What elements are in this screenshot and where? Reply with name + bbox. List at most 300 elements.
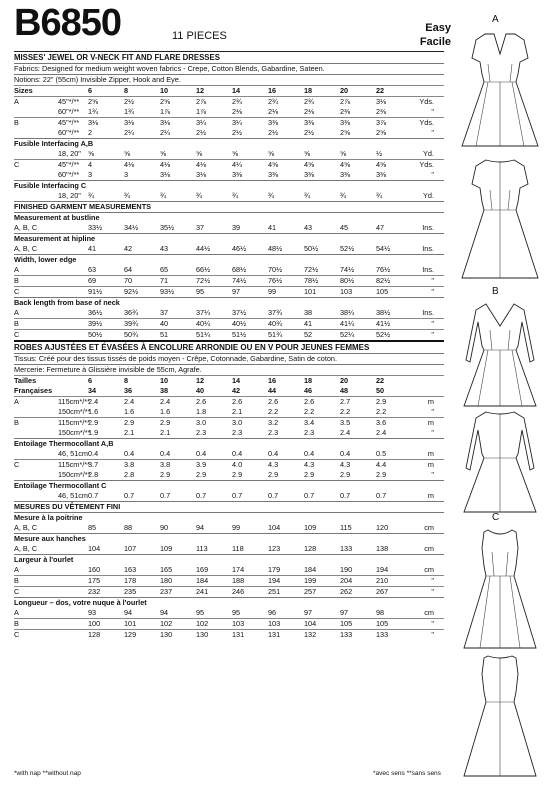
size-value: 184	[196, 576, 209, 585]
size-value: 78½	[304, 276, 319, 285]
row-label: B	[14, 418, 19, 427]
size-value: 107	[124, 544, 137, 553]
size-value: 69	[88, 276, 97, 285]
size-value: 12	[196, 86, 205, 95]
size-value: 2½	[268, 128, 279, 137]
row-label: A	[14, 565, 19, 574]
size-value: 105	[376, 287, 389, 296]
size-value: 45	[340, 223, 349, 232]
size-value: 4.0	[232, 460, 243, 469]
size-value: 41	[88, 244, 97, 253]
size-value: 64	[124, 265, 133, 274]
row-label: A	[14, 97, 19, 106]
size-value: 175	[88, 576, 101, 585]
size-value: ½	[376, 149, 383, 158]
size-value: 133	[340, 544, 353, 553]
size-value: 0.4	[304, 449, 315, 458]
unit: "	[431, 287, 434, 296]
width-row	[14, 286, 444, 297]
size-value: 37	[160, 308, 169, 317]
size-value: 100	[88, 619, 101, 628]
size-value: 2.9	[196, 470, 207, 479]
size-value: 0.7	[268, 491, 279, 500]
row-width: 115cm*/**	[58, 418, 90, 427]
row-label	[14, 191, 58, 201]
unit: "	[431, 576, 434, 585]
size-value: 37¼	[196, 308, 211, 317]
row-width: 60"*/**	[58, 107, 80, 116]
size-value: 2⅛	[304, 107, 315, 116]
size-value: 184	[304, 565, 317, 574]
hem-row	[14, 575, 444, 586]
yardage-row	[14, 407, 444, 417]
size-value: 103	[268, 619, 281, 628]
size-value: 3⅛	[160, 118, 171, 127]
bustline-label: Measurement at bustline	[14, 212, 444, 223]
size-value: 71	[160, 276, 169, 285]
row-label: B	[14, 319, 19, 328]
bust-label: Mesure à la poitrine	[14, 512, 444, 523]
yardage-row	[14, 459, 444, 470]
size-value: 3⅛	[160, 170, 171, 179]
dress-b-front-drawing	[452, 300, 548, 410]
size-value: 97	[232, 287, 241, 296]
size-value: 38	[304, 308, 313, 317]
size-value: 0.4	[88, 449, 99, 458]
size-value: ¾	[88, 191, 95, 200]
size-value: 190	[340, 565, 353, 574]
size-value: 109	[304, 523, 317, 532]
size-value: 3⅜	[304, 170, 315, 179]
size-value: 180	[160, 576, 173, 585]
size-value: 2.2	[268, 407, 279, 416]
back-length-row	[14, 318, 444, 329]
row-label: A, B, C	[14, 523, 38, 532]
footer-note-french: *avec sens **sans sens	[373, 770, 441, 777]
size-value: ¾	[196, 191, 203, 200]
size-value: 3.8	[160, 460, 171, 469]
size-value: 8	[124, 376, 129, 385]
unit: "	[431, 428, 434, 437]
size-value: 0.5	[376, 449, 387, 458]
size-value: 0.4	[124, 449, 135, 458]
size-value: 2.9	[232, 470, 243, 479]
size-value: 99	[268, 287, 277, 296]
size-value: ⅝	[268, 149, 275, 158]
size-value: 118	[232, 544, 244, 553]
size-value: 91½	[88, 287, 103, 296]
yardage-row	[14, 428, 444, 438]
size-value: 50½	[88, 330, 103, 339]
size-value: 103	[232, 619, 245, 628]
row-label: B	[14, 276, 19, 285]
hips-label: Mesure aux hanches	[14, 533, 444, 544]
size-value: 39¾	[124, 319, 139, 328]
size-value: 85	[88, 523, 97, 532]
yardage-row	[14, 107, 444, 117]
size-value: ⅝	[340, 149, 347, 158]
size-value: 178	[124, 576, 137, 585]
size-value: 165	[160, 565, 173, 574]
row-width: 18, 20"	[58, 149, 81, 158]
french-title: ROBES AJUSTÉES ET ÉVASÉES À ENCOLURE ARRONDIE OU EN V POUR JEUNES FEMMES	[14, 340, 444, 353]
row-width	[58, 619, 88, 629]
row-width: 115cm*/**	[58, 397, 90, 406]
size-value: 40½	[232, 319, 247, 328]
length-label: Longueur – dos, votre nuque à l'ourlet	[14, 597, 444, 608]
size-value: 20	[340, 376, 349, 385]
unit: Yd.	[423, 149, 434, 158]
unit: "	[431, 470, 434, 479]
size-value: ¾	[376, 191, 383, 200]
size-value: 4.3	[268, 460, 279, 469]
unit: "	[431, 330, 434, 339]
size-value: 2⅝	[160, 97, 171, 106]
size-value: 3.0	[196, 418, 207, 427]
size-value: ¾	[340, 191, 347, 200]
unit: "	[431, 107, 434, 116]
unit: Yd.	[423, 191, 434, 200]
row-label: C	[14, 287, 20, 296]
size-value: 204	[340, 576, 353, 585]
size-value: 40¼	[196, 319, 211, 328]
size-value: 42	[124, 244, 133, 253]
width-label: Width, lower edge	[14, 254, 444, 265]
row-label: B	[14, 118, 19, 127]
size-value: 0.4	[268, 449, 279, 458]
row-width: 45"*/**	[58, 160, 80, 169]
size-value: 6	[88, 376, 93, 385]
size-value: 54½	[376, 244, 391, 253]
size-value: 46	[304, 386, 313, 395]
size-value: ⅝	[196, 149, 203, 158]
size-value: 52¼	[340, 330, 355, 339]
size-value: 47	[376, 223, 385, 232]
size-value: 4.3	[304, 460, 315, 469]
size-value: 120	[376, 523, 389, 532]
size-value: ¾	[124, 191, 131, 200]
unit: Ins.	[422, 265, 434, 274]
size-value: 105	[340, 619, 353, 628]
unit: "	[431, 128, 434, 137]
size-value: 0.4	[160, 449, 171, 458]
unit: cm	[424, 523, 434, 532]
french-finished-title: MESURES DU VÊTEMENT FINI	[14, 501, 444, 512]
size-value: 2.3	[232, 428, 243, 437]
size-value: 95	[196, 287, 205, 296]
figure-label-c: C	[492, 512, 500, 523]
size-value: 18	[304, 86, 313, 95]
english-title: MISSES' JEWEL OR V-NECK FIT AND FLARE DRESSES	[14, 51, 444, 63]
size-value: 113	[196, 544, 208, 553]
size-value: 2.9	[160, 470, 171, 479]
size-value: 2½	[196, 128, 207, 137]
size-value: 179	[268, 565, 281, 574]
size-value: 92½	[124, 287, 139, 296]
row-label: C	[14, 330, 20, 339]
yardage-row	[14, 128, 444, 138]
row-width	[58, 544, 88, 554]
row-label	[14, 428, 58, 438]
size-value: 2⅝	[340, 128, 351, 137]
size-value: 51¾	[268, 330, 283, 339]
size-value: 74½	[340, 265, 355, 274]
row-label: A, B, C	[14, 544, 38, 553]
yardage-row	[14, 417, 444, 428]
size-value: 97	[340, 608, 349, 617]
size-value: 48	[340, 386, 349, 395]
size-value: 3¼	[196, 118, 207, 127]
size-value: 2⅝	[88, 97, 99, 106]
size-value: 88	[124, 523, 133, 532]
interfacing-c-label: Fusible Interfacing C	[14, 180, 444, 191]
row-label: A, B, C	[14, 244, 38, 253]
size-value: 39	[232, 223, 241, 232]
unit: Ins.	[422, 223, 434, 232]
size-value: 0.4	[340, 449, 351, 458]
size-value: 76½	[268, 276, 283, 285]
size-value: 2.9	[376, 397, 387, 406]
back-length-label: Back length from base of neck	[14, 297, 444, 308]
yardage-row	[14, 117, 444, 128]
size-value: 51¼	[196, 330, 211, 339]
size-value: 3.9	[196, 460, 207, 469]
unit: Yds.	[419, 118, 434, 127]
size-value: 2½	[304, 128, 315, 137]
size-value: 257	[304, 587, 317, 596]
size-value: 130	[160, 630, 173, 639]
back-length-row	[14, 308, 444, 318]
size-value: 96	[268, 608, 277, 617]
size-value: 1.6	[160, 407, 171, 416]
size-value: 40	[196, 386, 205, 395]
size-value: 0.7	[376, 491, 387, 500]
row-label: C	[14, 587, 20, 596]
size-value: 1⅞	[160, 107, 171, 116]
size-value: 46½	[232, 244, 247, 253]
size-value: 63	[88, 265, 97, 274]
size-value: 2⅞	[340, 97, 351, 106]
size-value: 0.7	[88, 491, 99, 500]
size-value: 22	[376, 376, 385, 385]
size-value: 38	[160, 386, 169, 395]
size-value: 37½	[232, 308, 247, 317]
size-value: 90	[160, 523, 169, 532]
row-label: A	[14, 308, 19, 317]
size-value: 2.6	[232, 397, 243, 406]
size-value: 36½	[88, 308, 103, 317]
row-label	[14, 149, 58, 159]
row-label: C	[14, 460, 20, 469]
size-value: 10	[160, 376, 169, 385]
size-value: 41¼	[340, 319, 355, 328]
size-value: 3	[88, 170, 93, 179]
size-value: 194	[376, 565, 389, 574]
size-value: 12	[196, 376, 205, 385]
unit: "	[431, 587, 434, 596]
size-value: 2½	[232, 128, 243, 137]
row-width: 150cm*/**	[58, 407, 91, 416]
row-label	[14, 470, 58, 480]
francaises-header	[14, 386, 444, 396]
size-value: ¾	[268, 191, 275, 200]
size-value: 3⅜	[268, 170, 279, 179]
size-value: 0.7	[232, 491, 243, 500]
row-width	[58, 630, 88, 640]
size-value: 133	[340, 630, 353, 639]
size-value: 2.1	[160, 428, 171, 437]
row-width	[58, 223, 88, 233]
row-width	[58, 587, 88, 597]
size-value: 6	[88, 86, 93, 95]
row-label	[14, 170, 58, 180]
row-width	[58, 376, 88, 386]
size-value: 0.4	[232, 449, 243, 458]
size-value: 2.4	[124, 397, 135, 406]
size-value: 4.4	[376, 460, 387, 469]
size-value: 2.4	[88, 397, 99, 406]
size-value: 2.9	[160, 418, 171, 427]
size-value: 41½	[376, 319, 391, 328]
size-value: 44	[268, 386, 277, 395]
size-value: 131	[268, 630, 281, 639]
size-value: 115	[340, 523, 352, 532]
size-value: 128	[88, 630, 101, 639]
size-value: 210	[376, 576, 389, 585]
size-value: 2.9	[268, 470, 279, 479]
size-value: 2.4	[160, 397, 171, 406]
size-value: 2.3	[196, 428, 207, 437]
size-value: 194	[268, 576, 281, 585]
size-value: 3.6	[376, 418, 387, 427]
pattern-code: B6850	[14, 2, 121, 44]
measurement-chart	[14, 51, 444, 640]
size-value: 0.4	[196, 449, 207, 458]
difficulty-french: Facile	[419, 36, 451, 48]
hipline-label: Measurement at hipline	[14, 233, 444, 244]
size-value: 43	[304, 223, 313, 232]
row-width: 45"*/**	[58, 97, 80, 106]
size-value: 36	[124, 386, 133, 395]
size-value: 4⅝	[340, 160, 351, 169]
unit: Ins.	[422, 244, 434, 253]
size-value: 103	[340, 287, 353, 296]
size-value: 38½	[376, 308, 391, 317]
size-value: 0.7	[340, 491, 351, 500]
size-value: 2.1	[232, 407, 243, 416]
width-row	[14, 275, 444, 286]
size-value: 4.3	[340, 460, 351, 469]
size-value: 3⅜	[376, 170, 387, 179]
dress-a-front-drawing	[452, 28, 548, 152]
row-width	[58, 308, 88, 318]
size-value: 8	[124, 86, 129, 95]
size-value: 72½	[304, 265, 319, 274]
size-value: 2⅜	[376, 107, 387, 116]
row-label: A	[14, 397, 19, 406]
size-value: 2.9	[340, 470, 351, 479]
row-width	[58, 276, 88, 286]
figure-label-a: A	[492, 14, 499, 25]
size-value: 51½	[232, 330, 247, 339]
length-row	[14, 629, 444, 640]
row-width: 46, 51cm	[58, 491, 89, 500]
row-width: 115cm*/**	[58, 460, 90, 469]
row-width: 60"*/**	[58, 170, 80, 179]
size-value: 2.2	[340, 407, 351, 416]
size-value: 2.9	[124, 418, 135, 427]
size-value: 14	[232, 86, 241, 95]
size-value: 41	[304, 319, 313, 328]
size-value: 241	[196, 587, 209, 596]
size-value: 2.4	[340, 428, 351, 437]
unit: m	[427, 491, 434, 500]
english-fabrics: Fabrics: Designed for medium weight woven fabrics - Crepe, Cotton Blends, Gabardine, Sateen.	[14, 63, 444, 74]
hem-row	[14, 586, 444, 597]
size-value: 95	[196, 608, 205, 617]
row-label: A, B, C	[14, 223, 38, 232]
dress-a-back-drawing	[452, 156, 548, 284]
size-value: 2⅜	[340, 107, 351, 116]
unit: Yds.	[419, 160, 434, 169]
size-value: 1.9	[88, 428, 99, 437]
size-value: 18	[304, 376, 313, 385]
size-value: 65	[160, 265, 169, 274]
size-value: 3⅛	[196, 170, 207, 179]
size-value: 3⅞	[376, 118, 387, 127]
unit: m	[427, 418, 434, 427]
size-value: 44½	[196, 244, 211, 253]
size-value: 0.7	[196, 491, 207, 500]
unit: "	[431, 407, 434, 416]
size-value: 2⅞	[196, 97, 207, 106]
unit: cm	[424, 565, 434, 574]
row-width: 18, 20"	[58, 191, 81, 200]
size-value: 267	[376, 587, 389, 596]
size-value: 4⅛	[196, 160, 207, 169]
size-value: 2.3	[304, 428, 315, 437]
size-value: 2¾	[304, 97, 315, 106]
hem-label: Largeur à l'ourlet	[14, 554, 444, 565]
size-value: 4¼	[232, 160, 243, 169]
size-value: 2.9	[88, 418, 99, 427]
unit: Ins.	[422, 308, 434, 317]
back-length-row	[14, 329, 444, 340]
row-width	[58, 244, 88, 254]
dress-c-front-drawing	[452, 526, 548, 652]
size-value: 40¾	[268, 319, 283, 328]
size-value: 3.4	[304, 418, 315, 427]
size-value: 2	[88, 128, 93, 137]
size-value: 42	[232, 386, 241, 395]
size-value: 48½	[268, 244, 283, 253]
row-width	[58, 265, 88, 275]
size-value: 4⅝	[376, 160, 387, 169]
size-value: 35½	[160, 223, 175, 232]
size-value: 169	[196, 565, 209, 574]
row-label: Sizes	[14, 86, 33, 95]
size-value: 163	[124, 565, 137, 574]
size-value: 2.2	[376, 407, 387, 416]
size-value: 1.8	[196, 407, 207, 416]
interfacing-row	[14, 449, 444, 459]
size-value: 1.6	[124, 407, 135, 416]
size-value: 130	[196, 630, 209, 639]
row-label	[14, 128, 58, 138]
size-value: 3⅜	[340, 118, 351, 127]
row-width	[58, 576, 88, 586]
size-value: 3⅛	[124, 118, 135, 127]
